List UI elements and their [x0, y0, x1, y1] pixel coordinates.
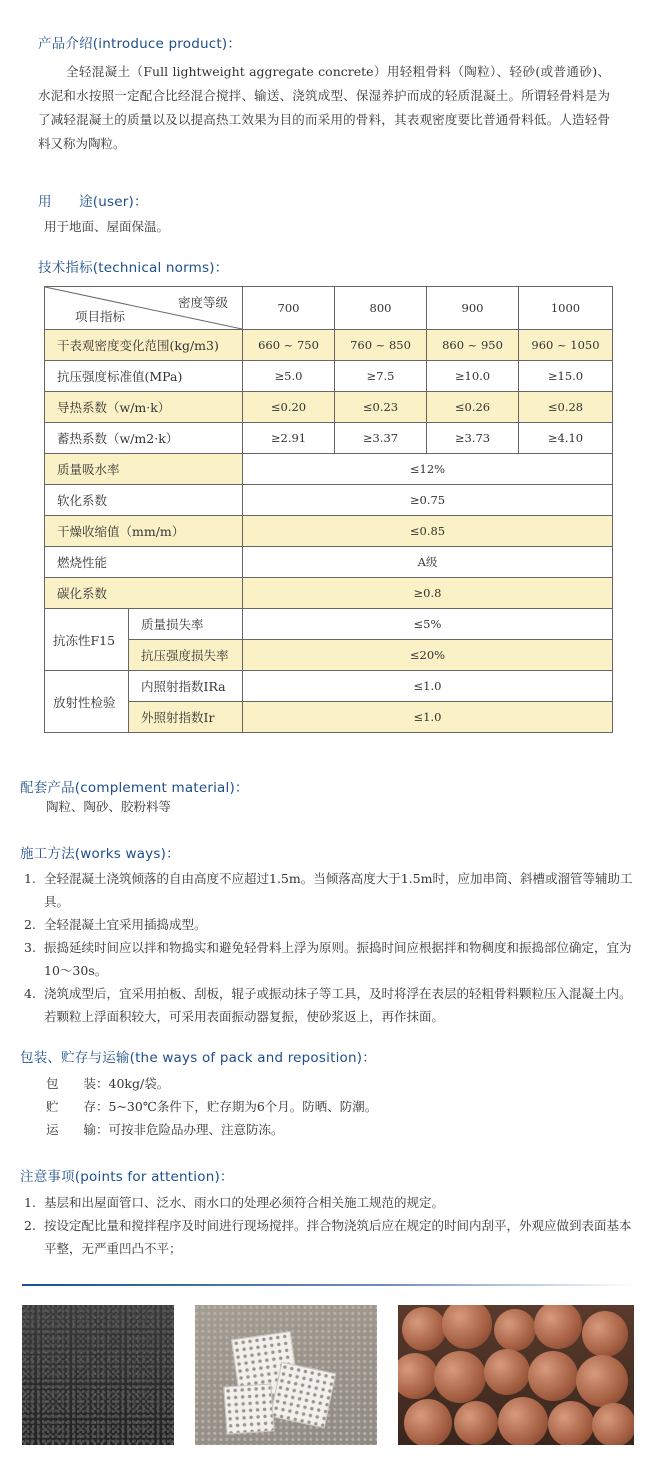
row-label: 碳化系数	[45, 578, 243, 609]
row-label: 蓄热系数（w/m2·k）	[45, 423, 243, 454]
cell-value: 660 ~ 750	[243, 330, 335, 361]
transport-line: 运 输：可按非危险品办理、注意防冻。	[46, 1122, 284, 1137]
cell-value: A级	[243, 547, 613, 578]
storage-line: 贮 存：5~30℃条件下，贮存期为6个月。防晒、防潮。	[46, 1099, 378, 1114]
pack-line: 包 装：40kg/袋。	[46, 1076, 170, 1091]
ceramsite-pellets-photo	[398, 1305, 634, 1445]
divider	[22, 1284, 637, 1286]
row-label: 导热系数（w/m·k）	[45, 392, 243, 423]
list-item: 1. 全轻混凝土浇筑倾落的自由高度不应超过1.5m。当倾落高度大于1.5m时，应加串筒、斜槽或溜管等辅助工具。	[24, 871, 633, 909]
table-row	[45, 361, 613, 392]
sub-label: 内照射指数IRa	[129, 671, 243, 702]
table-row	[45, 702, 613, 733]
ceramsite-sand-photo	[22, 1305, 174, 1445]
section-title-works: 施工方法(works ways)：	[20, 846, 180, 862]
row-label: 质量吸水率	[45, 454, 243, 485]
sub-label: 外照射指数Ir	[129, 702, 243, 733]
section-title-intro: 产品介绍(introduce product)：	[38, 36, 242, 52]
row-label: 抗压强度标准值(MPa)	[45, 361, 243, 392]
cell-value: ≤12%	[243, 454, 613, 485]
cell-value: ≤0.20	[243, 392, 335, 423]
list-item: 4. 浇筑成型后，宜采用拍板、刮板，辊子或振动抹子等工具，及时将浮在表层的轻粗骨料颗粒压入混凝土内。若颗粒上浮面积较大，可采用表面振动器复振，使砂浆返上，再作抹面。	[24, 986, 632, 1024]
table-row	[45, 392, 613, 423]
list-item: 1. 基层和出屋面管口、泛水、雨水口的处理必须符合相关施工规范的规定。	[24, 1195, 445, 1210]
cell-value: ≥15.0	[519, 361, 613, 392]
cell-value: 760 ~ 850	[335, 330, 427, 361]
concrete-cubes-photo	[195, 1305, 377, 1445]
use-text: 用于地面、屋面保温。	[44, 219, 170, 234]
table-row	[45, 485, 613, 516]
spec-table	[44, 286, 613, 733]
grade-header: 700	[243, 287, 335, 330]
table-row	[45, 454, 613, 485]
cell-value: 860 ~ 950	[427, 330, 519, 361]
group-label: 抗冻性F15	[45, 609, 129, 671]
cell-value: ≤0.26	[427, 392, 519, 423]
cell-value: ≥0.8	[243, 578, 613, 609]
list-item: 2. 全轻混凝土宜采用插捣成型。	[24, 917, 207, 932]
complement-text: 陶粒、陶砂、胶粉料等	[46, 799, 172, 814]
cell-value: ≥4.10	[519, 423, 613, 454]
table-row	[45, 423, 613, 454]
grade-header: 1000	[519, 287, 613, 330]
table-row	[45, 578, 613, 609]
table-row	[45, 671, 613, 702]
section-title-pack: 包装、贮存与运输(the ways of pack and reposition)：	[20, 1050, 376, 1066]
row-label: 干燥收缩值（mm/m）	[45, 516, 243, 547]
row-label: 干表观密度变化范围(kg/m3)	[45, 330, 243, 361]
table-row	[45, 640, 613, 671]
cell-value: ≥3.37	[335, 423, 427, 454]
row-label: 燃烧性能	[45, 547, 243, 578]
cell-value: 960 ~ 1050	[519, 330, 613, 361]
group-label: 放射性检验	[45, 671, 129, 733]
corner-bottom-label: 项目指标	[75, 309, 126, 324]
table-corner-cell	[45, 287, 243, 330]
cell-value: ≥5.0	[243, 361, 335, 392]
list-item: 3. 振捣延续时间应以拌和物捣实和避免轻骨料上浮为原则。振捣时间应根据拌和物稠度和振捣部位确定，宜为10～30s。	[24, 940, 632, 978]
table-row	[45, 609, 613, 640]
table-row	[45, 547, 613, 578]
intro-paragraph: 全轻混凝土（Full lightweight aggregate concrete）用轻粗骨料（陶粒）、轻砂(或普通砂)、水泥和水按照一定配合比经混合搅拌、输送、浇筑成型、保湿养护而成的轻质混凝土。所谓轻骨料是为了减轻混凝土的质量以及以提高热工效果为目的而采用的骨料，其表观密度要比普通骨料低。人造轻骨料又称为陶粒。	[38, 64, 610, 151]
section-title-use: 用 途(user)：	[38, 194, 148, 210]
cell-value: ≥10.0	[427, 361, 519, 392]
sub-label: 抗压强度损失率	[129, 640, 243, 671]
works-list	[22, 867, 637, 1028]
table-row	[45, 516, 613, 547]
grade-header: 800	[335, 287, 427, 330]
cell-value: ≤0.23	[335, 392, 427, 423]
cell-value: ≤20%	[243, 640, 613, 671]
grade-header: 900	[427, 287, 519, 330]
cell-value: ≤1.0	[243, 671, 613, 702]
section-title-attention: 注意事项(points for attention)：	[20, 1169, 234, 1185]
table-row	[45, 330, 613, 361]
attention-list	[22, 1191, 637, 1260]
list-item: 2. 按设定配比量和搅拌程序及时间进行现场搅拌。拌合物浇筑后应在规定的时间内刮平，外观应做到表面基本平整，无严重凹凸不平；	[24, 1218, 632, 1256]
cell-value: ≥7.5	[335, 361, 427, 392]
row-label: 软化系数	[45, 485, 243, 516]
cell-value: ≤0.85	[243, 516, 613, 547]
corner-top-label: 密度等级	[177, 295, 228, 310]
cell-value: ≥0.75	[243, 485, 613, 516]
section-title-tech: 技术指标(technical norms)：	[38, 260, 229, 276]
section-title-complement: 配套产品(complement material)：	[20, 780, 249, 796]
cell-value: ≥3.73	[427, 423, 519, 454]
cell-value: ≤0.28	[519, 392, 613, 423]
cell-value: ≤1.0	[243, 702, 613, 733]
sub-label: 质量损失率	[129, 609, 243, 640]
cell-value: ≥2.91	[243, 423, 335, 454]
cell-value: ≤5%	[243, 609, 613, 640]
